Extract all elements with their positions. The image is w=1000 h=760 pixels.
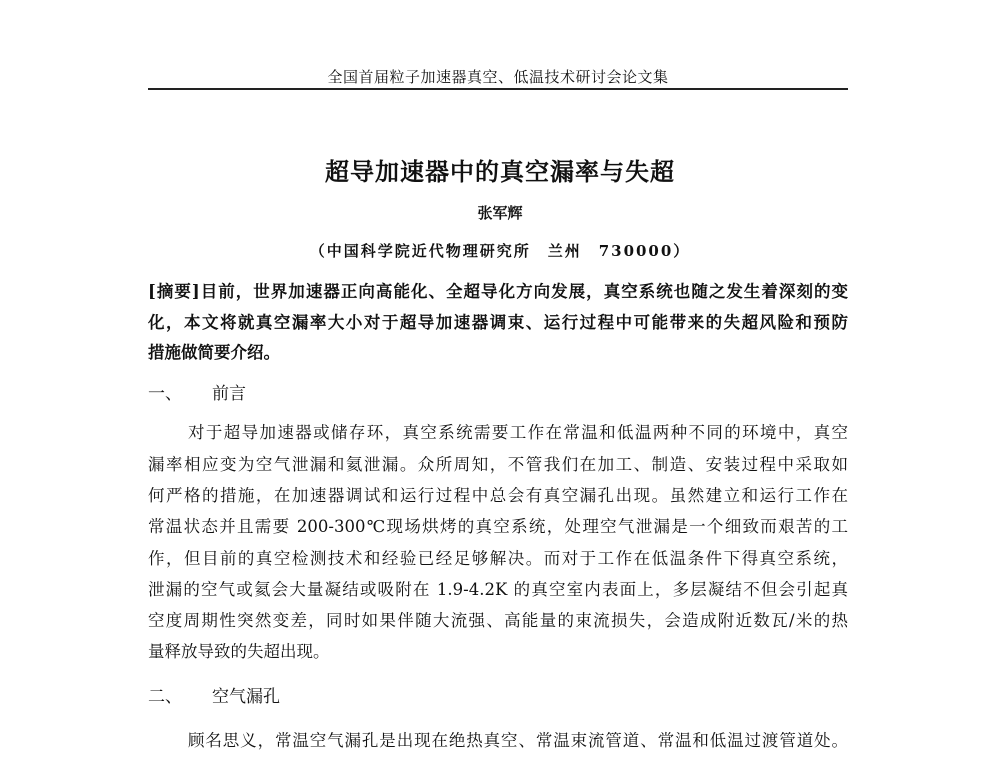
section-heading-1: [148, 382, 246, 406]
paragraph-line: 对于超导加速器或储存环，真空系统需要工作在常温和低温两种不同的环境中，真空: [188, 423, 848, 442]
abstract-line: 化，本文将就真空漏率大小对于超导加速器调束、运行过程中可能带来的失超风险和预防: [148, 313, 848, 332]
abstract-line: 措施做简要介绍。: [148, 343, 280, 362]
paragraph-line: 泄漏的空气或氦会大量凝结或吸附在 1.9-4.2K 的真空室内表面上，多层凝结不但会引起真: [148, 580, 848, 599]
section-heading-2: [148, 685, 280, 709]
running-header: 全国首届粒子加速器真空、低温技术研讨会论文集: [327, 68, 669, 86]
section-title: 空气漏孔: [212, 687, 280, 707]
abstract-line: [摘要]目前，世界加速器正向高能化、全超导化方向发展，真空系统也随之发生着深刻的变: [148, 282, 848, 301]
paragraph-line: 顾名思义，常温空气漏孔是出现在绝热真空、常温束流管道、常温和低温过渡管道处。: [188, 731, 848, 750]
section-title: 前言: [212, 384, 246, 404]
section-number: 一、: [148, 384, 182, 404]
paragraph-line: 量释放导致的失超出现。: [148, 642, 330, 661]
paragraph-line: 空度周期性突然变差，同时如果伴随大流强、高能量的束流损失，会造成附近数瓦/米的热: [148, 611, 848, 630]
header-rule: [148, 88, 848, 90]
paragraph-line: 作，但目前的真空检测技术和经验已经足够解决。而对于工作在低温条件下得真空系统，: [148, 549, 848, 568]
author: 张军辉: [477, 204, 523, 222]
paragraph-line: 常温状态并且需要 200-300℃现场烘烤的真空系统，处理空气泄漏是一个细致而艰苦的工: [148, 517, 848, 536]
paragraph-line: 何严格的措施，在加速器调试和运行过程中总会有真空漏孔出现。虽然建立和运行工作在: [148, 486, 848, 505]
section-number: 二、: [148, 687, 182, 707]
affiliation: （中国科学院近代物理研究所 兰州 730000）: [309, 242, 691, 260]
paper-title: 超导加速器中的真空漏率与失超: [325, 158, 675, 186]
paragraph-line: 漏率相应变为空气泄漏和氦泄漏。众所周知，不管我们在加工、制造、安装过程中采取如: [148, 455, 848, 474]
